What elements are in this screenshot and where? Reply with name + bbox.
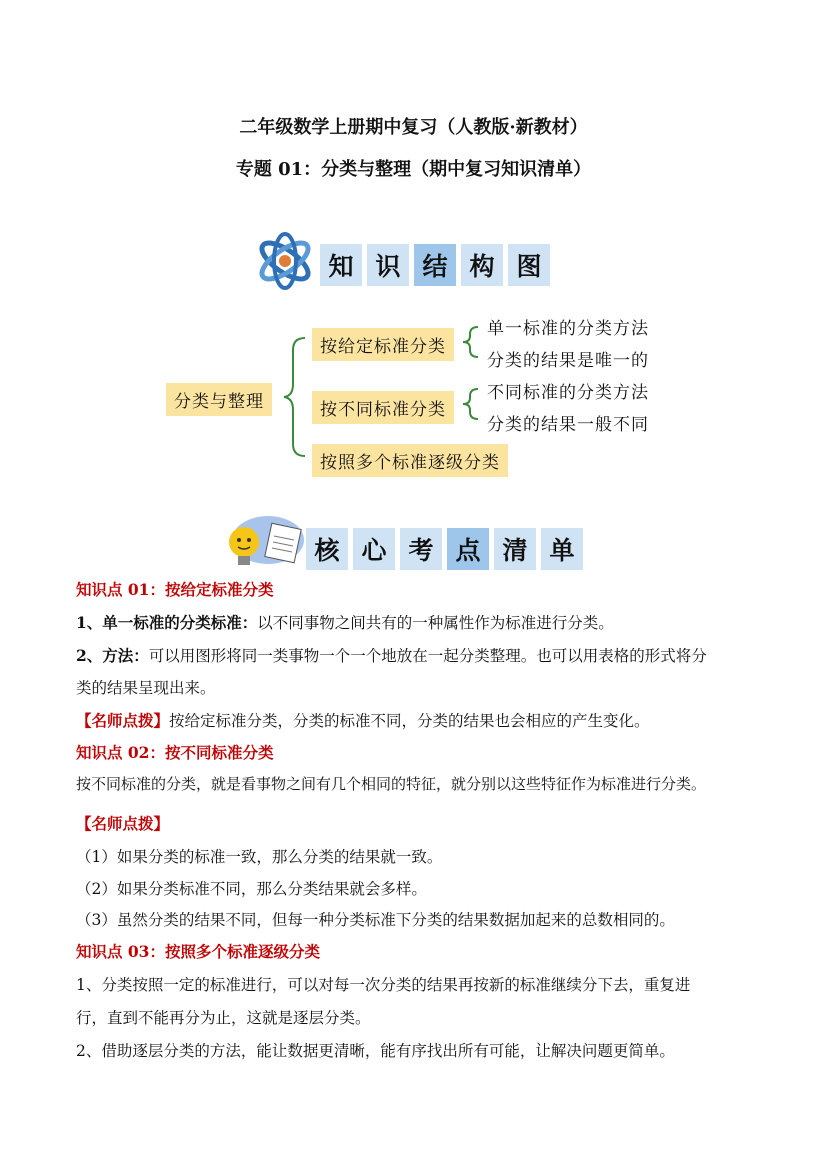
banner-char: 图	[508, 244, 550, 286]
paragraph-text: 以不同事物之间共有的一种属性作为标准进行分类。	[257, 614, 614, 632]
banner-char: 结	[414, 244, 456, 286]
paragraph-text: 可以用图形将同一类事物一个一个地放在一起分类整理。也可以用表格的形式将分	[148, 647, 707, 665]
page-title: 二年级数学上册期中复习（人教版·新教材）	[239, 117, 588, 138]
section-3-paragraph-2: 2、借助逐层分类的方法，能让数据更清晰，能有序找出所有可能，让解决问题更简单。	[76, 1042, 675, 1060]
mindmap-leaf: 单一标准的分类方法	[487, 319, 649, 339]
section-2-item: （1）如果分类的标准一致，那么分类的结果就一致。	[76, 848, 443, 866]
paragraph-label: 2、方法：	[76, 646, 149, 665]
section-1-paragraph-2-cont: 类的结果呈现出来。	[76, 679, 216, 697]
banner-char: 单	[541, 528, 583, 570]
banner-char: 心	[353, 528, 395, 570]
section-2-heading: 知识点 02：按不同标准分类	[76, 743, 274, 762]
core-points-banner	[306, 528, 588, 570]
mindmap-branch-1: 按给定标准分类	[312, 328, 454, 361]
section-1-paragraph-2	[76, 644, 707, 666]
section-1-tip	[76, 709, 650, 731]
mindmap-leaf: 分类的结果是唯一的	[487, 351, 649, 371]
section-1-heading: 知识点 01：按给定标准分类	[76, 580, 274, 599]
banner-char: 识	[367, 244, 409, 286]
section-2-tip-label: 【名师点拨】	[76, 814, 170, 833]
mindmap-root: 分类与整理	[166, 383, 272, 416]
tip-label: 【名师点拨】	[76, 711, 170, 730]
banner-char: 清	[494, 528, 536, 570]
banner-char: 知	[320, 244, 362, 286]
section-3-heading: 知识点 03：按照多个标准逐级分类	[76, 942, 320, 961]
banner-char: 点	[447, 528, 489, 570]
mindmap-branch-3: 按照多个标准逐级分类	[312, 444, 508, 477]
section-2-item: （3）虽然分类的结果不同，但每一种分类标准下分类的结果数据加起来的总数相同的。	[76, 911, 675, 929]
section-3-paragraph-1: 1、分类按照一定的标准进行，可以对每一次分类的结果再按新的标准继续分下去，重复进	[76, 976, 691, 994]
lightbulb-icon	[218, 512, 306, 572]
banner-char: 核	[306, 528, 348, 570]
banner-char: 构	[461, 244, 503, 286]
section-2-paragraph: 按不同标准的分类，就是看事物之间有几个相同的特征，就分别以这些特征作为标准进行分类。	[76, 775, 707, 793]
tip-text: 按给定标准分类，分类的标准不同，分类的结果也会相应的产生变化。	[169, 712, 650, 730]
paragraph-label: 1、单一标准的分类标准：	[76, 613, 258, 632]
mindmap-leaf: 分类的结果一般不同	[487, 415, 649, 435]
section-3-paragraph-1-cont: 行，直到不能再分为止，这就是逐层分类。	[76, 1009, 371, 1027]
section-1-paragraph-1	[76, 611, 614, 633]
mindmap-leaf: 不同标准的分类方法	[487, 383, 649, 403]
section-2-item: （2）如果分类标准不同，那么分类结果就会多样。	[76, 880, 427, 898]
page-subtitle: 专题 01：分类与整理（期中复习知识清单）	[235, 159, 592, 180]
banner-char: 考	[400, 528, 442, 570]
mindmap-branch-2: 按不同标准分类	[312, 391, 454, 424]
